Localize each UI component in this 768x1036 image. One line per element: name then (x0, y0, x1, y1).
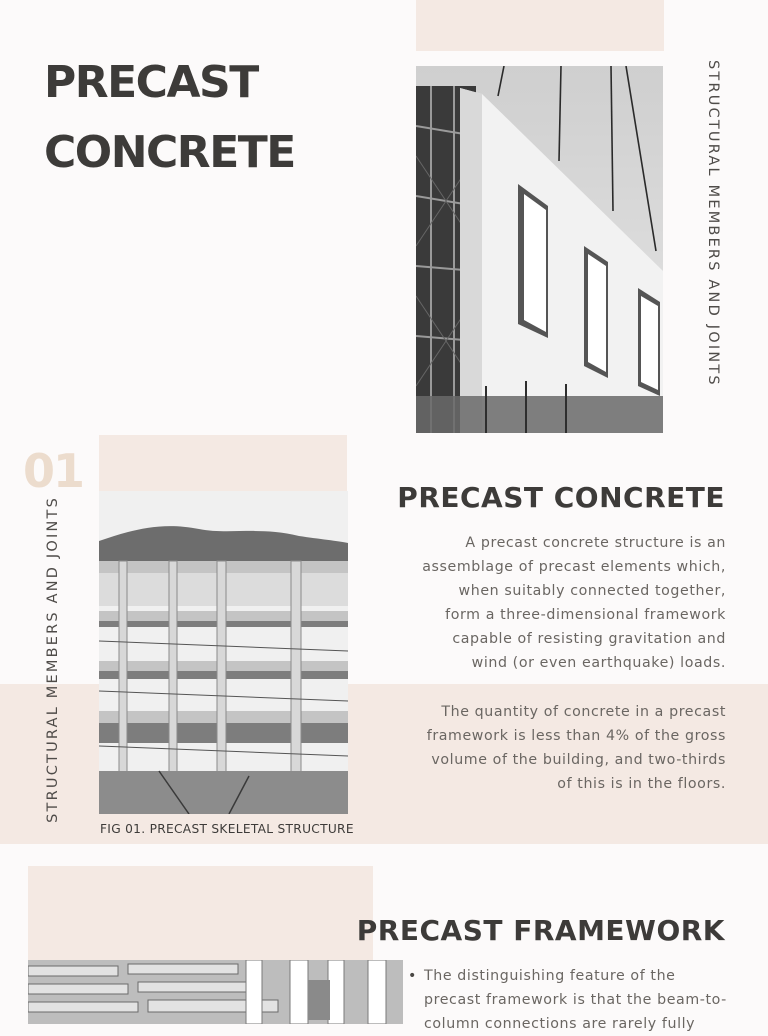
page-title (44, 48, 295, 188)
paragraph-line: of this is in the floors. (557, 776, 726, 792)
section-number: 01 (23, 444, 84, 498)
paragraph-line: assemblage of precast elements which, (422, 559, 726, 575)
section1-image-accent-block (99, 435, 347, 491)
section2-accent-block (28, 866, 373, 960)
header-side-label: STRUCTURAL MEMBERS AND JOINTS (705, 60, 721, 387)
paragraph-line: wind (or even earthquake) loads. (471, 655, 726, 671)
section1-paragraph-2 (427, 700, 726, 796)
figure-caption: FIG 01. PRECAST SKELETAL STRUCTURE (100, 822, 354, 836)
paragraph-line: framework is less than 4% of the gross (426, 728, 726, 744)
top-accent-block (416, 0, 664, 51)
section1-side-label: STRUCTURAL MEMBERS AND JOINTS (45, 496, 61, 823)
page-title-line2: CONCRETE (44, 127, 295, 178)
section2-heading: PRECAST FRAMEWORK (356, 914, 725, 947)
section1-heading: PRECAST CONCRETE (397, 481, 725, 514)
precast-panel-photo (416, 66, 663, 433)
skeletal-structure-photo (99, 491, 348, 814)
paragraph-line: when suitably connected together, (458, 583, 726, 599)
paragraph-line: The quantity of concrete in a precast (441, 704, 726, 720)
precast-framework-photo (28, 960, 403, 1024)
paragraph-line: form a three-dimensional framework (445, 607, 726, 623)
list-item: • The distinguishing feature of the precast framework is that the beam-to-column connections are rarely fully (408, 964, 728, 1036)
section1-paragraph-1 (422, 531, 726, 675)
paragraph-line: A precast concrete structure is an (465, 535, 726, 551)
section2-bullet-list (408, 964, 728, 1036)
paragraph-line: capable of resisting gravitation and (452, 631, 726, 647)
paragraph-line: volume of the building, and two-thirds (431, 752, 726, 768)
page-title-line1: PRECAST (44, 57, 258, 108)
